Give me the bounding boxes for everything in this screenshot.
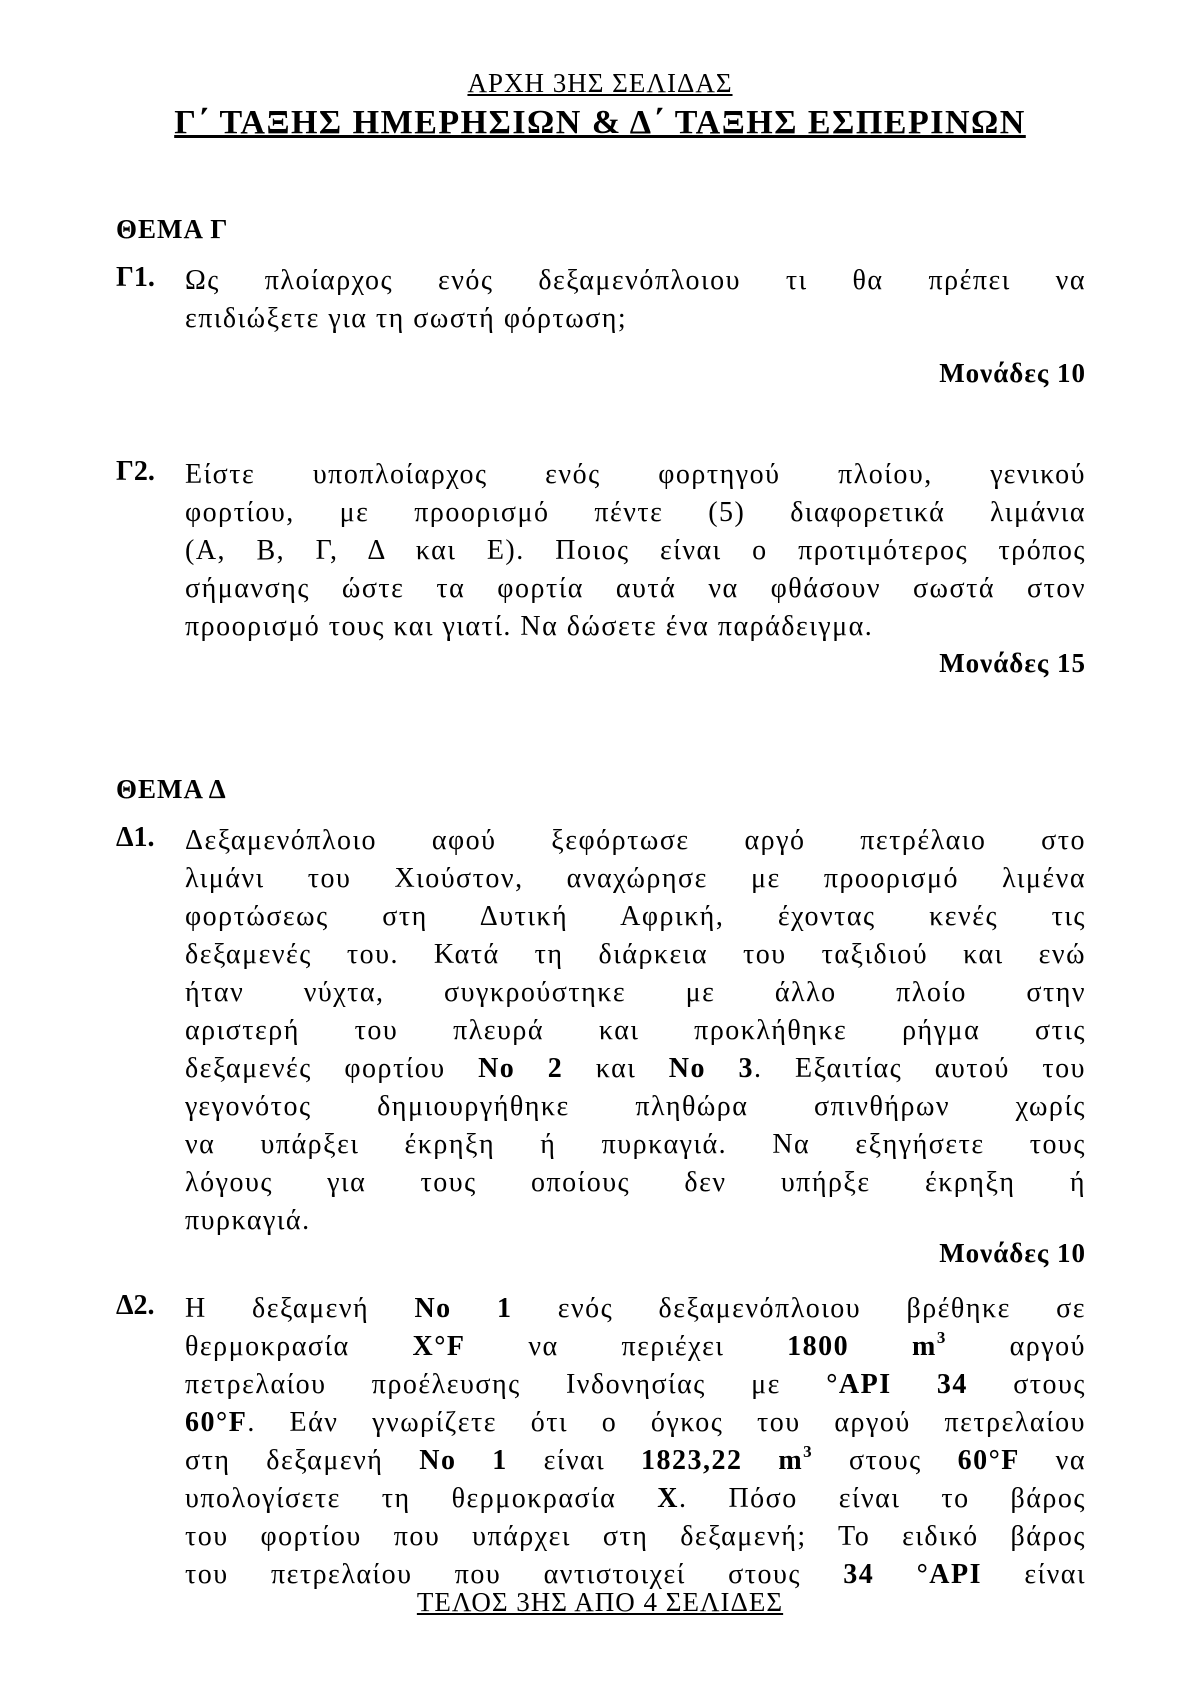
question-line: Ως πλοίαρχος ενός δεξαμενόπλοιου τι θα πρέπει να: [185, 265, 1086, 296]
text-run: στους: [967, 1369, 1087, 1400]
text-run: στους: [813, 1445, 958, 1476]
page-title: Γ΄ ΤΑΞΗΣ ΗΜΕΡΗΣΙΩΝ & Δ΄ ΤΑΞΗΣ ΕΣΠΕΡΙΝΩΝ: [174, 104, 1026, 141]
text-run: δεξαμενές φορτίου: [185, 1053, 479, 1084]
section-heading-theme-g: ΘΕΜΑ Γ: [116, 214, 229, 244]
question-d1: [116, 822, 1086, 1240]
question-line: [185, 1404, 1086, 1442]
question-line: γεγονότος δημιουργήθηκε πληθώρα σπινθήρων χωρίς: [185, 1091, 1086, 1122]
tank-no-3: No 3: [668, 1053, 754, 1084]
question-line: δεξαμενές του. Κατά τη διάρκεια του ταξιδιού και ενώ: [185, 939, 1086, 970]
question-line: ήταν νύχτα, συγκρούστηκε με άλλο πλοίο στην: [185, 977, 1086, 1008]
text-run: αργού: [946, 1331, 1086, 1362]
question-number: Γ2.: [116, 456, 155, 487]
text-run: να περιέχει: [465, 1331, 788, 1362]
question-g1: [116, 262, 1086, 338]
text-run: πετρελαίου προέλευσης Ινδονησίας με: [185, 1369, 827, 1400]
question-line: [185, 1290, 1086, 1328]
text-run: είναι: [507, 1445, 642, 1476]
question-line: Δεξαμενόπλοιο αφού ξεφόρτωσε αργό πετρέλαιο στο: [185, 825, 1086, 856]
question-number: Δ1.: [116, 822, 155, 853]
units-g2: Μονάδες 15: [939, 648, 1086, 678]
text-run: θερμοκρασία: [185, 1331, 413, 1362]
question-line: [185, 1366, 1086, 1404]
question-d2: [116, 1290, 1086, 1594]
text-run: . Εάν γνωρίζετε ότι ο όγκος του αργού πετρελαίου: [247, 1407, 1086, 1438]
text-run: Η δεξαμενή: [185, 1293, 415, 1324]
question-line: φορτίου, με προορισμό πέντε (5) διαφορετικά λιμάνια: [185, 497, 1086, 528]
tank-no-1: No 1: [419, 1445, 508, 1476]
text-run: είναι: [982, 1559, 1086, 1590]
text-run: ενός δεξαμενόπλοιου βρέθηκε σε: [512, 1293, 1086, 1324]
question-line: [185, 1050, 1086, 1088]
units-g1: Μονάδες 10: [939, 358, 1086, 388]
temperature-60f: 60°F: [957, 1445, 1020, 1476]
variable-x: X: [657, 1483, 680, 1514]
question-line: Είστε υποπλοίαρχος ενός φορτηγού πλοίου, γενικού: [185, 459, 1086, 490]
question-number: Γ1.: [116, 262, 155, 293]
text-run: να: [1019, 1445, 1087, 1476]
volume-1823: [641, 1442, 814, 1476]
superscript: 3: [803, 1442, 814, 1461]
tank-no-1: No 1: [414, 1293, 513, 1324]
question-line: [185, 1480, 1086, 1518]
question-line: φορτώσεως στη Δυτική Αφρική, έχοντας κενές τις: [185, 901, 1086, 932]
text-run: 1823,22 m: [641, 1445, 804, 1476]
question-line: αριστερή του πλευρά και προκλήθηκε ρήγμα στις: [185, 1015, 1086, 1046]
text-run: στη δεξαμενή: [185, 1445, 420, 1476]
question-line: προορισμό τους και γιατί. Να δώσετε ένα παράδειγμα.: [185, 611, 874, 642]
units-d1: Μονάδες 10: [939, 1238, 1086, 1268]
text-run: του πετρελαίου που αντιστοιχεί στους: [185, 1559, 844, 1590]
superscript: 3: [936, 1328, 947, 1347]
question-line: του φορτίου που υπάρχει στη δεξαμενή; Το ειδικό βάρος: [185, 1521, 1086, 1552]
question-line: σήμανσης ώστε τα φορτία αυτά να φθάσουν σωστά στον: [185, 573, 1086, 604]
question-line: επιδιώξετε για τη σωστή φόρτωση;: [185, 303, 628, 334]
tank-no-2: No 2: [478, 1053, 564, 1084]
question-line: να υπάρξει έκρηξη ή πυρκαγιά. Να εξηγήσετε τους: [185, 1129, 1086, 1160]
question-number: Δ2.: [116, 1290, 155, 1321]
text-run: υπολογίσετε τη θερμοκρασία: [185, 1483, 658, 1514]
text-run: . Πόσο είναι το βάρος: [679, 1483, 1086, 1514]
temperature-60f: 60°F: [185, 1407, 248, 1438]
page-end-marker: ΤΕΛΟΣ 3ΗΣ ΑΠΟ 4 ΣΕΛΙΔΕΣ: [416, 1587, 784, 1617]
text-run: . Εξαιτίας αυτού του: [754, 1053, 1086, 1084]
volume-1800: [787, 1328, 947, 1362]
question-g2: [116, 456, 1086, 646]
api-34: 34 °API: [843, 1559, 983, 1590]
question-line: (Α, Β, Γ, Δ και Ε). Ποιος είναι ο προτιμότερος τρόπος: [185, 535, 1086, 566]
text-run: 1800 m: [787, 1331, 937, 1362]
api-34: °API 34: [826, 1369, 968, 1400]
question-line: λιμάνι του Χιούστον, αναχώρησε με προορισμό λιμένα: [185, 863, 1086, 894]
question-line: [185, 1328, 1086, 1366]
question-line: πυρκαγιά.: [185, 1205, 311, 1236]
text-run: και: [563, 1053, 669, 1084]
question-line: λόγους για τους οποίους δεν υπήρξε έκρηξη ή: [185, 1167, 1086, 1198]
page-start-marker: ΑΡΧΗ 3ΗΣ ΣΕΛΙΔΑΣ: [467, 68, 733, 98]
question-line: [185, 1442, 1086, 1480]
section-heading-theme-d: ΘΕΜΑ Δ: [116, 774, 227, 804]
temperature-x: X°F: [412, 1331, 466, 1362]
